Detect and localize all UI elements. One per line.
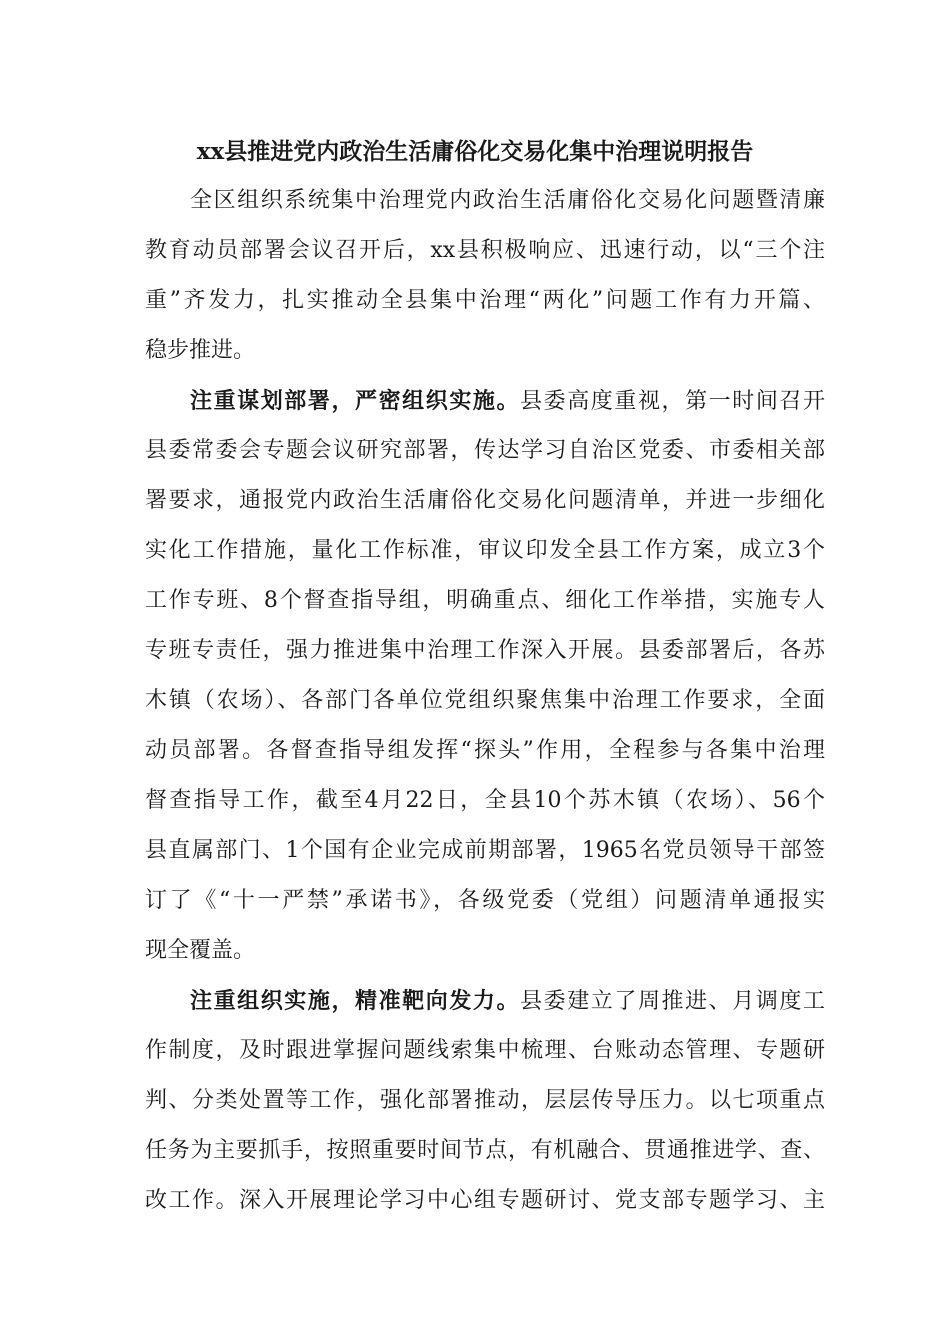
paragraph-2-heading: 注重谋划部署，严密组织实施。: [190, 388, 521, 414]
paragraph-3-first-line-text: 县委建立了周推进、月调度工: [520, 989, 825, 1014]
paragraph-3-line: 改工作。深入开展理论学习中心组专题研讨、党支部专题学习、主: [145, 1188, 825, 1213]
paragraph-2-first-line-text: 县委高度重视，第一时间召开: [520, 389, 825, 414]
paragraph-1-line-1: 全区组织系统集中治理党内政治生活庸俗化交易化问题暨清廉: [190, 188, 825, 213]
paragraph-2-line: 督查指导工作，截至4月22日，全县10个苏木镇（农场）、56个: [145, 788, 825, 813]
paragraph-2-line: 实化工作措施，量化工作标准，审议印发全县工作方案，成立3个: [145, 538, 825, 563]
paragraph-2-line: 订了《“十一严禁”承诺书》，各级党委（党组）问题清单通报实: [145, 888, 825, 913]
paragraph-2-line: 县委常委会专题会议研究部署，传达学习自治区党委、市委相关部: [145, 438, 825, 463]
paragraph-2-line: 动员部署。各督查指导组发挥“探头”作用，全程参与各集中治理: [145, 738, 825, 763]
paragraph-2-first-line: [190, 386, 825, 417]
paragraph-1-line-4: 稳步推进。: [145, 338, 256, 363]
paragraph-2-line: 木镇（农场）、各部门各单位党组织聚焦集中治理工作要求，全面: [145, 688, 825, 713]
paragraph-1-line-3: 重”齐发力，扎实推动全县集中治理“两化”问题工作有力开篇、: [145, 288, 825, 313]
document-title: xx县推进党内政治生活庸俗化交易化集中治理说明报告: [196, 138, 754, 165]
paragraph-3-line: 作制度，及时跟进掌握问题线索集中梳理、台账动态管理、专题研: [145, 1038, 825, 1063]
paragraph-3-line: 任务为主要抓手，按照重要时间节点，有机融合、贯通推进学、查、: [145, 1138, 825, 1163]
paragraph-1-line-2: 教育动员部署会议召开后，xx县积极响应、迅速行动，以“三个注: [145, 238, 825, 263]
paragraph-2-line: 工作专班、8个督查指导组，明确重点、细化工作举措，实施专人: [145, 588, 825, 613]
paragraph-2-line: 县直属部门、1个国有企业完成前期部署，1965名党员领导干部签: [145, 838, 825, 863]
paragraph-2-line: 现全覆盖。: [145, 938, 256, 963]
paragraph-2-line: 专班专责任，强力推进集中治理工作深入开展。县委部署后，各苏: [145, 638, 825, 663]
paragraph-3-line: 判、分类处置等工作，强化部署推动，层层传导压力。以七项重点: [145, 1088, 825, 1113]
paragraph-3-heading: 注重组织实施，精准靶向发力。: [190, 988, 521, 1014]
paragraph-3-first-line: [190, 986, 825, 1017]
paragraph-2-line: 署要求，通报党内政治生活庸俗化交易化问题清单，并进一步细化: [145, 488, 825, 513]
